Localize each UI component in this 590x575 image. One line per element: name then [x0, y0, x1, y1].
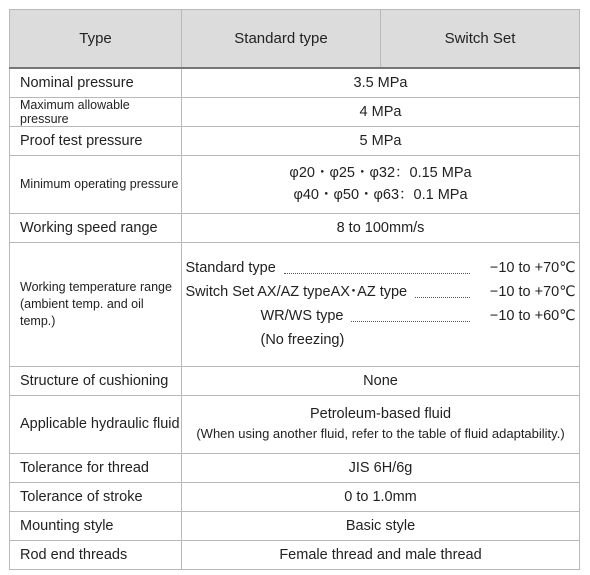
temp-note: (No freezing)	[260, 332, 345, 348]
row-applicable-hydraulic-fluid	[10, 395, 580, 453]
label-mounting-style: Mounting style	[10, 511, 182, 540]
row-nominal-pressure	[10, 68, 580, 97]
row-mounting-style	[10, 511, 580, 540]
row-structure-of-cushioning	[10, 366, 580, 395]
fluid-line-1: Petroleum-based fluid	[309, 406, 452, 422]
row-working-temp-range	[10, 242, 580, 366]
temp-item-name: WR/WS type	[260, 308, 344, 324]
label-applicable-hydraulic-fluid: Applicable hydraulic fluid	[10, 395, 182, 453]
fluid-line-2: (When using another fluid, refer to the table of fluid adaptability.)	[196, 426, 565, 441]
header-row	[10, 10, 580, 69]
label-working-temp-range	[10, 242, 182, 366]
value-tolerance-for-thread: JIS 6H/6g	[182, 453, 580, 482]
temp-list	[186, 256, 576, 352]
label-max-allowable-pressure: Maximum allowable pressure	[10, 97, 182, 126]
value-working-speed-range: 8 to 100mm/s	[182, 213, 580, 242]
label-tolerance-of-stroke: Tolerance of stroke	[10, 482, 182, 511]
value-mounting-style: Basic style	[182, 511, 580, 540]
value-nominal-pressure: 3.5 MPa	[182, 68, 580, 97]
temp-item-wr-ws	[186, 304, 576, 328]
label-working-speed-range: Working speed range	[10, 213, 182, 242]
header-switch-set: Switch Set	[381, 10, 580, 69]
min-pressure-line-1: φ20・φ25・φ32：0.15 MPa	[289, 165, 472, 181]
header-type: Type	[10, 10, 182, 69]
working-temp-label-line-2: (ambient temp. and oil temp.)	[20, 296, 144, 328]
leader-dots	[284, 263, 470, 274]
temp-item-range: −10 to +60℃	[489, 308, 576, 324]
row-proof-test-pressure	[10, 126, 580, 155]
leader-dots	[351, 311, 469, 322]
min-pressure-line-2: φ40・φ50・φ63：0.1 MPa	[293, 187, 468, 203]
spec-table-wrapper	[9, 9, 579, 570]
value-min-operating-pressure	[182, 155, 580, 213]
temp-item-switch-set	[186, 280, 576, 304]
label-rod-end-threads: Rod end threads	[10, 540, 182, 569]
label-structure-of-cushioning: Structure of cushioning	[10, 366, 182, 395]
value-rod-end-threads: Female thread and male thread	[182, 540, 580, 569]
row-working-speed-range	[10, 213, 580, 242]
row-max-allowable-pressure	[10, 97, 580, 126]
working-temp-label-line-1: Working temperature range	[20, 279, 172, 294]
value-tolerance-of-stroke: 0 to 1.0mm	[182, 482, 580, 511]
spec-table	[9, 9, 580, 570]
temp-item-name: Switch Set AX/AZ typeAX･AZ type	[185, 284, 408, 300]
value-applicable-hydraulic-fluid	[182, 395, 580, 453]
row-min-operating-pressure	[10, 155, 580, 213]
row-rod-end-threads	[10, 540, 580, 569]
temp-item-name: Standard type	[185, 260, 276, 276]
temp-item-standard	[186, 256, 576, 280]
temp-item-range: −10 to +70℃	[489, 284, 576, 300]
header-standard-type: Standard type	[182, 10, 381, 69]
value-working-temp-range	[182, 242, 580, 366]
row-tolerance-of-stroke	[10, 482, 580, 511]
label-min-operating-pressure: Minimum operating pressure	[10, 155, 182, 213]
row-tolerance-for-thread	[10, 453, 580, 482]
value-structure-of-cushioning: None	[182, 366, 580, 395]
value-max-allowable-pressure: 4 MPa	[182, 97, 580, 126]
temp-item-range: −10 to +70℃	[489, 260, 576, 276]
value-proof-test-pressure: 5 MPa	[182, 126, 580, 155]
label-tolerance-for-thread: Tolerance for thread	[10, 453, 182, 482]
label-proof-test-pressure: Proof test pressure	[10, 126, 182, 155]
label-nominal-pressure: Nominal pressure	[10, 68, 182, 97]
leader-dots	[415, 287, 469, 298]
